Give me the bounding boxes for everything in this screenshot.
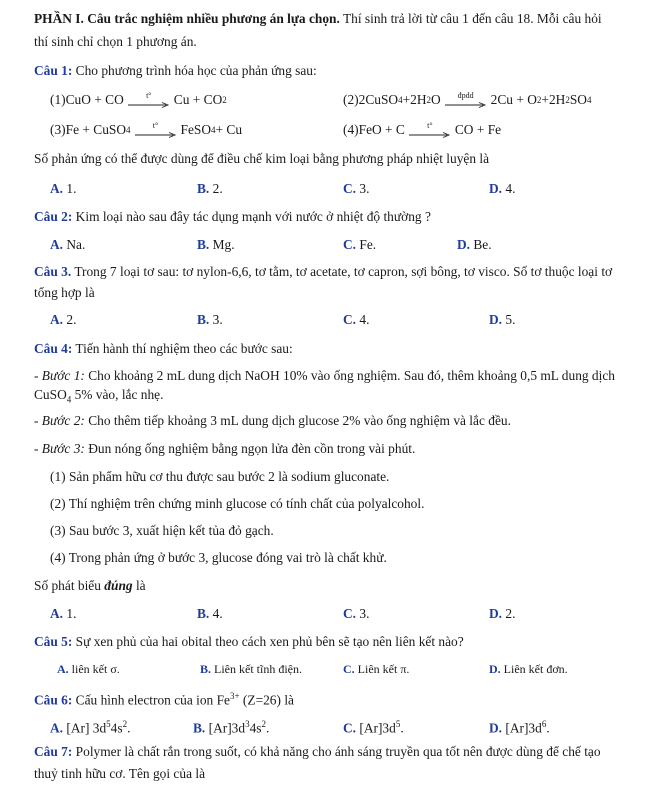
option-letter: A.	[50, 181, 64, 196]
option-text: 4s	[110, 720, 123, 736]
reaction-arrow	[409, 121, 451, 139]
option-letter: D.	[489, 606, 503, 621]
question-4	[34, 340, 646, 358]
subscript: 4	[126, 125, 131, 135]
option-b[interactable]	[197, 605, 223, 623]
statement-text: (3) Sau bước 3, xuất hiện kết tủa đỏ gạch.	[50, 523, 274, 538]
question-label: Câu 6:	[34, 692, 73, 708]
question-6	[34, 687, 646, 709]
emphasis-word: đúng	[104, 578, 133, 593]
step-3	[34, 440, 646, 458]
option-text: Liên kết đơn.	[500, 662, 568, 676]
superscript: 2	[261, 719, 266, 729]
option-c[interactable]	[343, 236, 376, 254]
statement-1	[50, 468, 646, 486]
option-letter: A.	[50, 312, 64, 327]
question-text: Cho phương trình hóa học của phản ứng sau:	[72, 63, 317, 78]
equation-2	[343, 91, 591, 109]
question-prompt: Số phản ứng có thể được dùng để điều chế kim loại bằng phương pháp nhiệt luyện là	[34, 151, 490, 166]
products: +2H	[541, 92, 566, 107]
question-5	[34, 633, 646, 651]
step-text: Cho khoảng 2 mL dung dịch NaOH 10% vào ống nghiệm. Sau đó, thêm khoảng 0,5 mL dung dịch	[84, 368, 615, 383]
question-text: tổng hợp là	[34, 285, 95, 300]
option-text: liên kết σ.	[68, 662, 120, 676]
option-text: Na.	[63, 237, 86, 252]
reaction-arrow	[135, 121, 177, 139]
option-text: Be.	[470, 237, 492, 252]
option-letter: A.	[50, 720, 64, 736]
option-b[interactable]	[197, 236, 235, 254]
option-letter: B.	[197, 606, 210, 621]
step-label: - Bước 3:	[34, 441, 85, 456]
question-1-prompt	[34, 150, 646, 168]
subscript: 4	[398, 95, 403, 105]
option-d[interactable]	[489, 660, 568, 678]
option-a[interactable]	[50, 605, 76, 623]
option-text: 2.	[209, 181, 223, 196]
reaction-condition: đpdd	[457, 91, 474, 100]
reaction-arrow	[128, 91, 170, 109]
reaction-condition: t°	[146, 91, 152, 100]
option-letter: D.	[489, 662, 501, 676]
subscript: 2	[426, 95, 431, 105]
option-d[interactable]	[489, 605, 515, 623]
question-text: Sự xen phủ của hai obital theo cách xen phủ bên sẽ tạo nên liên kết nào?	[72, 634, 464, 649]
step-text: Đun nóng ống nghiệm bằng ngọn lửa đèn cồn trong vài phút.	[84, 441, 416, 456]
question-text: Polymer là chất rắn trong suốt, có khả năng cho ánh sáng truyền qua tốt nên được dùng để chế tạo	[72, 744, 601, 759]
part-header	[34, 10, 646, 28]
question-text: (Z=26) là	[239, 692, 294, 708]
question-text: thuỷ tinh hữu cơ. Tên gọi của là	[34, 766, 206, 781]
option-a[interactable]	[50, 715, 130, 737]
step-label: - Bước 2:	[34, 413, 85, 428]
option-d[interactable]	[489, 311, 515, 329]
instruction-text-2: thí sinh chỉ chọn 1 phương án.	[34, 34, 197, 49]
option-text: 5.	[502, 312, 516, 327]
superscript: 5	[106, 719, 111, 729]
option-letter: B.	[200, 662, 212, 676]
question-prompt: Số phát biểu	[34, 578, 105, 593]
question-label: Câu 4:	[34, 341, 73, 356]
question-1	[34, 62, 646, 80]
question-text: Tiến hành thí nghiệm theo các bước sau:	[72, 341, 293, 356]
option-text: [Ar]3d	[205, 720, 246, 736]
option-letter: D.	[489, 720, 503, 736]
question-text: Cấu hình electron của ion Fe	[72, 692, 230, 708]
option-b[interactable]	[197, 311, 223, 329]
option-text: [Ar]3d	[356, 720, 396, 736]
subscript: 4	[66, 394, 72, 405]
option-text: Mg.	[209, 237, 235, 252]
option-letter: A.	[50, 237, 64, 252]
option-letter: B.	[197, 181, 210, 196]
reactants: 2CuSO	[358, 92, 399, 107]
question-label: Câu 1:	[34, 63, 73, 78]
question-label: Câu 5:	[34, 634, 73, 649]
superscript: 5	[395, 719, 401, 729]
option-a[interactable]	[50, 236, 85, 254]
reactants: +2H	[402, 92, 427, 107]
option-letter: C.	[343, 181, 357, 196]
reactants: CuO + CO	[65, 92, 124, 107]
option-text: .	[266, 720, 270, 736]
equation-number: (1)	[50, 92, 66, 107]
option-text: [Ar]3d	[502, 720, 542, 736]
option-letter: B.	[197, 312, 210, 327]
option-letter: D.	[489, 181, 503, 196]
question-label: Câu 7:	[34, 744, 73, 759]
question-3	[34, 263, 646, 281]
option-text: 2.	[63, 312, 77, 327]
step-label: - Bước 1:	[34, 368, 85, 383]
option-text: 3.	[356, 606, 370, 621]
products: FeSO	[180, 122, 212, 137]
equation-1	[50, 91, 227, 109]
subscript: 2	[536, 95, 542, 105]
option-text: .	[400, 720, 404, 736]
step-text: 5% vào, lắc nhẹ.	[71, 387, 164, 402]
option-letter: D.	[457, 237, 471, 252]
superscript: 3	[245, 719, 250, 729]
reactants: FeO + C	[358, 122, 405, 137]
products: Cu + CO	[173, 92, 223, 107]
option-text: 3.	[209, 312, 223, 327]
option-text: 4.	[209, 606, 223, 621]
option-text: .	[546, 720, 550, 736]
subscript: 4	[586, 95, 592, 105]
question-7-line2	[34, 765, 646, 783]
question-prompt: là	[132, 578, 146, 593]
superscript: 6	[541, 719, 547, 729]
option-a[interactable]	[57, 660, 120, 678]
option-c[interactable]	[343, 311, 369, 329]
option-b[interactable]	[197, 180, 223, 198]
instruction-text: Thí sinh trả lời từ câu 1 đến câu 18. Mỗi câu hỏi	[339, 11, 602, 26]
step-1	[34, 367, 646, 385]
option-letter: A.	[57, 662, 69, 676]
option-text: Liên kết π.	[354, 662, 410, 676]
products: SO	[569, 92, 587, 107]
statement-text: (1) Sản phẩm hữu cơ thu được sau bước 2 là sodium gluconate.	[50, 469, 390, 484]
option-text: 1.	[63, 606, 77, 621]
option-letter: C.	[343, 662, 355, 676]
reaction-condition: t°	[427, 121, 433, 130]
question-2	[34, 208, 646, 226]
option-text: .	[127, 720, 131, 736]
statement-3	[50, 522, 646, 540]
option-text: Fe.	[356, 237, 377, 252]
equation-number: (2)	[343, 92, 359, 107]
option-letter: C.	[343, 312, 357, 327]
option-a[interactable]	[50, 180, 76, 198]
option-d[interactable]	[489, 715, 550, 737]
option-letter: C.	[343, 237, 357, 252]
option-text: 4.	[356, 312, 370, 327]
option-text: Liên kết tĩnh điện.	[211, 662, 302, 676]
superscript: 2	[122, 719, 128, 729]
subscript: 2	[565, 95, 570, 105]
question-label: Câu 2:	[34, 209, 73, 224]
option-d[interactable]	[489, 180, 515, 198]
option-text: 3.	[356, 181, 370, 196]
products: 2Cu + O	[490, 92, 537, 107]
question-3-line2	[34, 284, 646, 302]
option-text: 4.	[502, 181, 516, 196]
superscript: 3+	[230, 691, 240, 701]
reactants: O	[431, 92, 441, 107]
statement-4	[50, 549, 646, 567]
option-c[interactable]	[343, 605, 369, 623]
statement-2	[50, 495, 646, 513]
option-letter: A.	[50, 606, 64, 621]
option-c[interactable]	[343, 180, 369, 198]
subscript: 4	[211, 125, 216, 135]
option-letter: C.	[343, 720, 357, 736]
instruction-line2	[34, 33, 646, 51]
reactants: Fe + CuSO	[65, 122, 127, 137]
part-label: PHẦN I. Câu trắc nghiệm nhiều phương án lựa chọn.	[34, 11, 340, 26]
question-7	[34, 743, 646, 761]
option-c[interactable]	[343, 660, 409, 678]
option-text: [Ar] 3d	[63, 720, 107, 736]
option-text: 2.	[502, 606, 516, 621]
option-b[interactable]	[200, 660, 302, 678]
option-letter: B.	[197, 237, 210, 252]
products: + Cu	[215, 122, 243, 137]
option-text: 1.	[63, 181, 77, 196]
option-letter: C.	[343, 606, 357, 621]
question-text: Trong 7 loại tơ sau: tơ nylon-6,6, tơ tằm, tơ acetate, tơ capron, sợi bông, tơ visco. Số tơ thuộc loại tơ	[71, 264, 613, 279]
statement-text: (2) Thí nghiệm trên chứng minh glucose có tính chất của polyalcohol.	[50, 496, 425, 511]
question-text: Kim loại nào sau đây tác dụng mạnh với nước ở nhiệt độ thường ?	[72, 209, 431, 224]
products: CO + Fe	[454, 122, 502, 137]
statement-text: (4) Trong phản ứng ở bước 3, glucose đóng vai trò là chất khử.	[50, 550, 387, 565]
step-text: Cho thêm tiếp khoảng 3 mL dung dịch glucose 2% vào ống nghiệm và lắc đều.	[84, 413, 511, 428]
subscript: 2	[222, 95, 227, 105]
option-c[interactable]	[343, 715, 404, 737]
equation-number: (3)	[50, 122, 66, 137]
equation-3	[50, 121, 242, 139]
option-d[interactable]	[457, 236, 492, 254]
option-text: 4s	[249, 720, 262, 736]
step-1-line2	[34, 386, 646, 409]
equation-number: (4)	[343, 122, 359, 137]
question-label: Câu 3.	[34, 264, 72, 279]
step-text: CuSO	[34, 387, 67, 402]
option-letter: D.	[489, 312, 503, 327]
reaction-condition: t°	[152, 121, 159, 130]
option-b[interactable]	[193, 715, 269, 737]
question-4-prompt	[34, 577, 646, 595]
equation-4	[343, 121, 501, 139]
option-letter: B.	[193, 720, 206, 736]
reaction-arrow	[445, 91, 487, 109]
option-a[interactable]	[50, 311, 76, 329]
step-2	[34, 412, 646, 430]
